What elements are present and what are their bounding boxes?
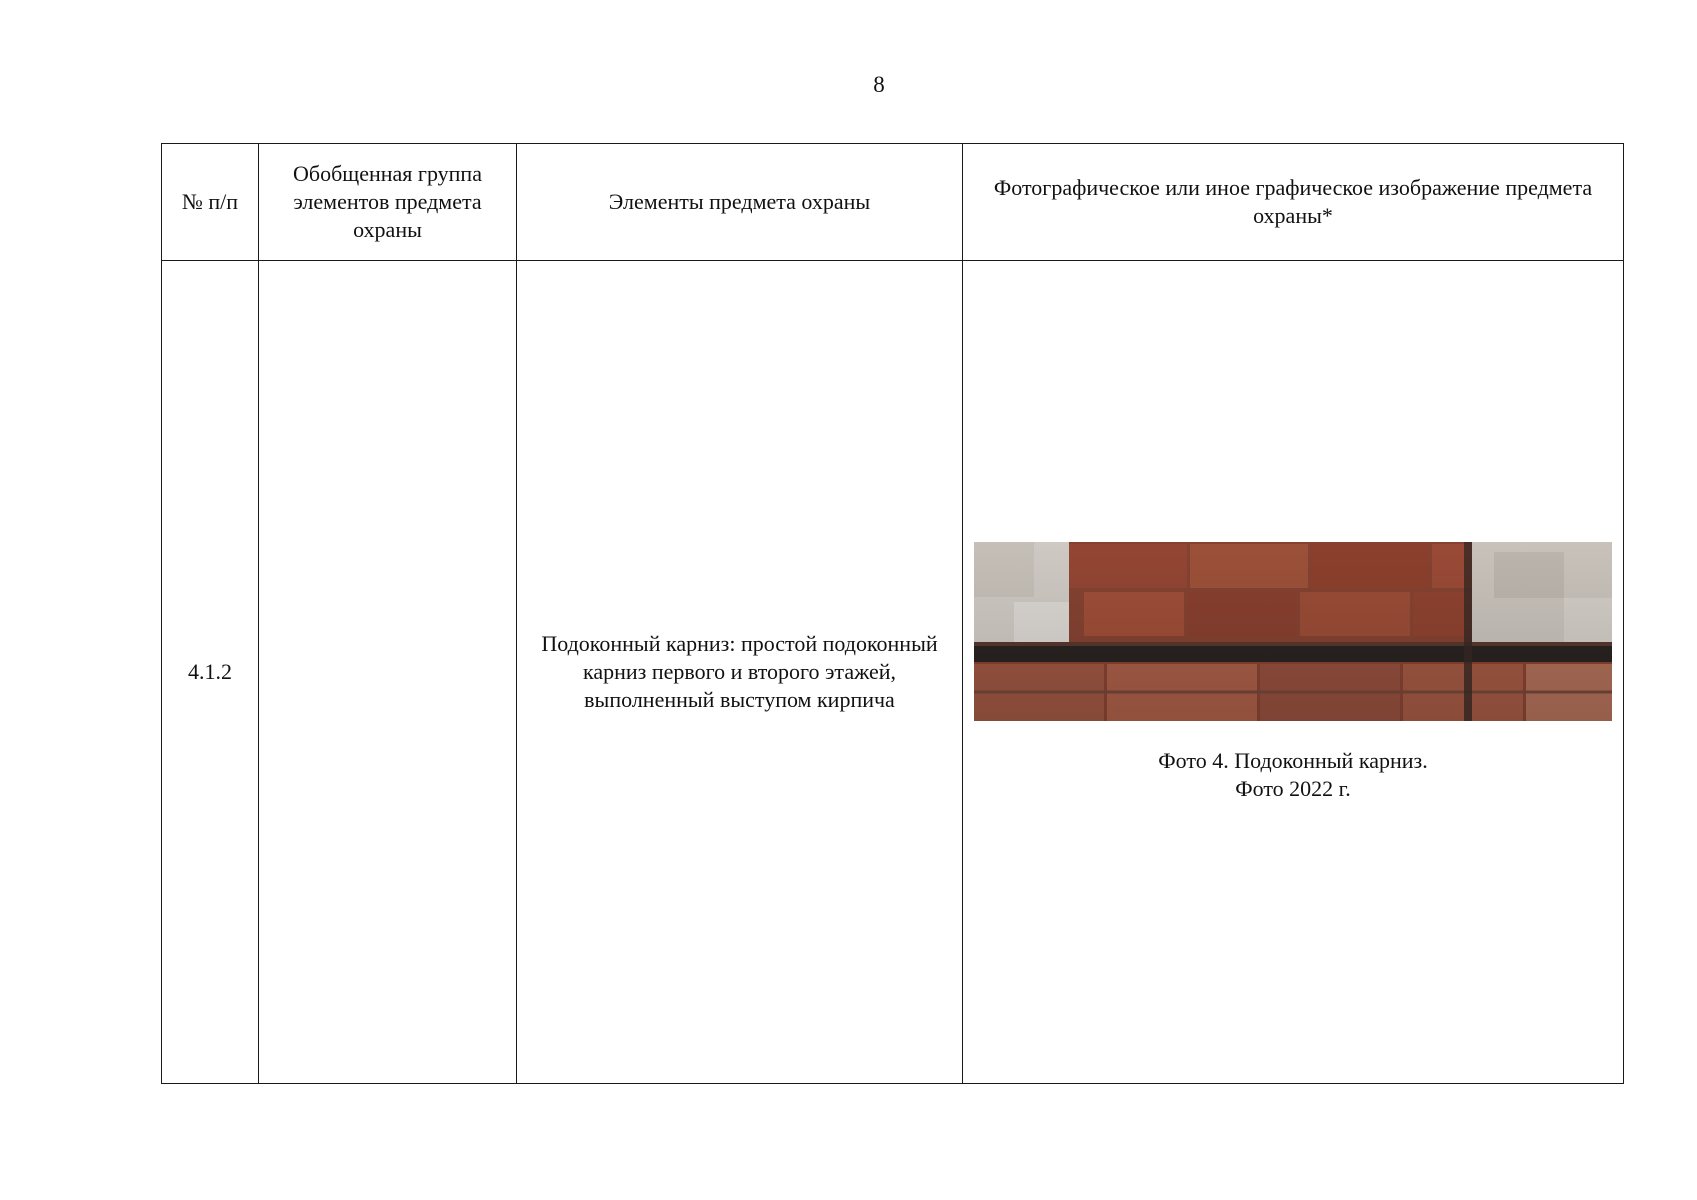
row-group (259, 261, 517, 1084)
brick-cornice-photo (974, 542, 1612, 721)
header-photo: Фотографическое или иное графическое изображение предмета охраны* (963, 144, 1624, 261)
row-photo-cell (963, 261, 1624, 1084)
table-header-row (162, 144, 1624, 261)
page-number: 8 (873, 72, 885, 97)
row-number: 4.1.2 (162, 261, 259, 1084)
header-group: Обобщенная группа элементов предмета охраны (259, 144, 517, 261)
photo-caption-title: Фото 4. Подоконный карниз. (1158, 747, 1428, 773)
header-elements: Элементы предмета охраны (517, 144, 963, 261)
header-number: № п/п (162, 144, 259, 261)
protection-elements-table (161, 143, 1624, 1084)
row-element: Подоконный карниз: простой подоконный карниз первого и второго этажей, выполненный выступом кирпича (517, 261, 963, 1084)
photo-block (974, 542, 1612, 803)
photo-caption (974, 747, 1612, 803)
table-row (162, 261, 1624, 1084)
photo-caption-date: Фото 2022 г. (1235, 775, 1351, 801)
